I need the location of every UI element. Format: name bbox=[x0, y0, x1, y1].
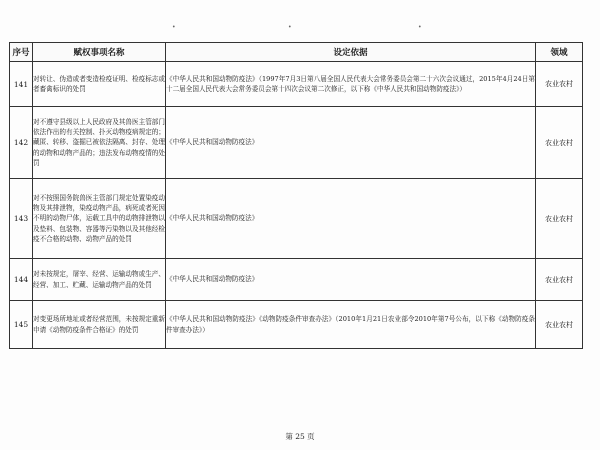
table-row bbox=[10, 259, 583, 301]
row-legal-basis: 《中华人民共和国动物防疫法》（1997年7月3日第八届全国人民代表大会常务委员会第二十六次会议通过，2015年4月24日第十二届全国人民代表大会常务委员会第十四次会议第二次修正，以下称《中华人民共和国动物防疫法》） bbox=[166, 62, 536, 107]
row-domain: 农业农村 bbox=[536, 62, 583, 107]
row-serial: 142 bbox=[10, 107, 33, 179]
row-serial: 145 bbox=[10, 301, 33, 349]
row-domain: 农业农村 bbox=[536, 301, 583, 349]
row-legal-basis: 《中华人民共和国动物防疫法》 bbox=[166, 179, 536, 259]
row-item-name: 对不按照国务院兽医主管部门规定处置染疫动物及其排泄物，染疫动物产品，病死或者死因不明的动物尸体，运载工具中的动物排泄物以及垫料、包装物、容器等污染物以及其他经检疫不合格的动物、动物产品的处罚 bbox=[33, 179, 166, 259]
header-domain: 领域 bbox=[536, 43, 583, 62]
row-domain: 农业农村 bbox=[536, 259, 583, 301]
row-serial: 141 bbox=[10, 62, 33, 107]
row-domain: 农业农村 bbox=[536, 179, 583, 259]
row-item-name: 对未按规定，屠宰、经营、运输动物或生产、经营、加工、贮藏、运输动物产品的处罚 bbox=[33, 259, 166, 301]
table-header-row bbox=[10, 43, 583, 62]
header-legal-basis: 设定依据 bbox=[166, 43, 536, 62]
table-row bbox=[10, 179, 583, 259]
header-item-name: 赋权事项名称 bbox=[33, 43, 166, 62]
scan-mark: • bbox=[172, 24, 176, 31]
page-number: 第 25 页 bbox=[285, 432, 315, 441]
row-item-name: 对不遵守县级以上人民政府及其兽医主管部门依法作出的有关控制、扑灭动物疫病规定的；藏匿、转移、盗掘已被依法隔离、封存、处理的动物和动物产品的；违法发布动物疫情的处罚 bbox=[33, 107, 166, 179]
table-row bbox=[10, 62, 583, 107]
scan-mark: • bbox=[288, 24, 292, 31]
row-legal-basis: 《中华人民共和国动物防疫法》 bbox=[166, 259, 536, 301]
row-domain: 农业农村 bbox=[536, 107, 583, 179]
authority-table bbox=[9, 42, 583, 349]
row-legal-basis: 《中华人民共和国动物防疫法》《动物防疫条件审查办法》（2010年1月21日农业部令2010年第7号公布，以下称《动物防疫条件审查办法》） bbox=[166, 301, 536, 349]
header-serial: 序号 bbox=[10, 43, 33, 62]
row-item-name: 对变更场所地址或者经营范围，未按规定重新申请《动物防疫条件合格证》的处罚 bbox=[33, 301, 166, 349]
row-legal-basis: 《中华人民共和国动物防疫法》 bbox=[166, 107, 536, 179]
row-serial: 143 bbox=[10, 179, 33, 259]
row-serial: 144 bbox=[10, 259, 33, 301]
scan-mark: • bbox=[418, 24, 422, 31]
row-item-name: 对转让、伪造或者变造检疫证明、检疫标志或者畜禽标识的处罚 bbox=[33, 62, 166, 107]
table-row bbox=[10, 301, 583, 349]
table-row bbox=[10, 107, 583, 179]
